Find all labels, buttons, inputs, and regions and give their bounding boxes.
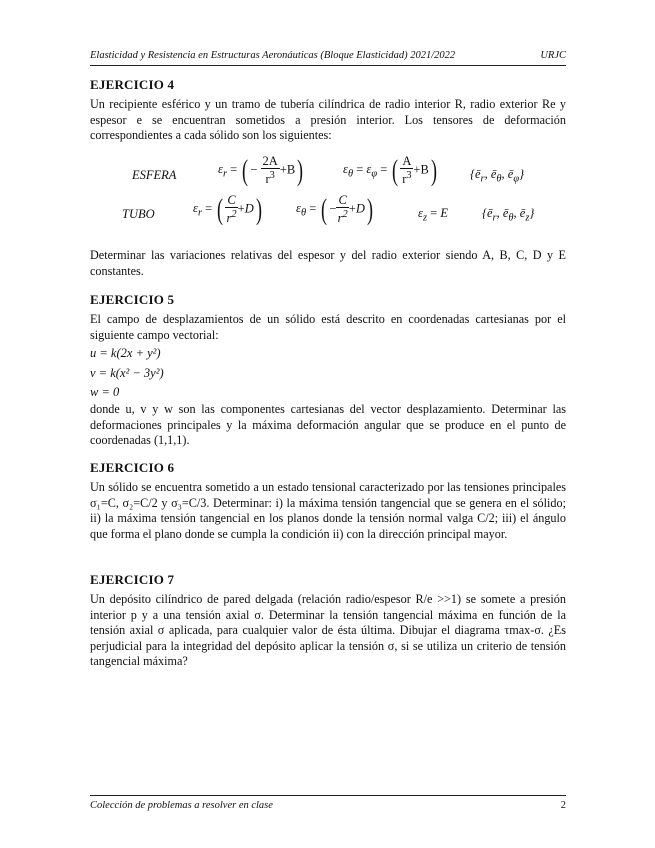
esfera-eps-theta-phi: $\varepsilon_\theta = \varepsilon_\varphi$ = ( $\frac{A}{r^3}$ +B): [343, 153, 437, 187]
equation-v: v = k(x² − 3y²): [90, 366, 164, 380]
exercise-5-conclusion: donde u, v y w son las componentes cartesianas del vector desplazamiento. Determinar las deformaciones principales y la máxima deformación angular que se produce en el punto de coordenadas (1,1,1).: [90, 402, 566, 448]
footer-text: Colección de problemas a resolver en clase: [90, 800, 273, 811]
esfera-label: ESFERA: [132, 168, 177, 182]
tubo-basis: {$ē_r$, $ē_\theta$, $ē_z$}: [482, 206, 535, 224]
esfera-basis: {$ē_r$, $ē_\theta$, $ē_\varphi$}: [470, 167, 525, 185]
page-footer: [90, 800, 566, 811]
header-org: URJC: [540, 50, 566, 61]
equation-w: w = 0: [90, 385, 120, 399]
exercise-5-heading: EJERCICIO 5: [90, 292, 175, 307]
tubo-eps-r: $\varepsilon_r$ = ( $\frac{C}{r^2}$ +D): [193, 192, 262, 226]
exercise-4-heading: EJERCICIO 4: [90, 77, 175, 92]
exercise-7-text: Un depósito cilíndrico de pared delgada (relación radio/espesor R/e >>1) se somete a presión interior p y a una tensión axial σ. Determinar la tensión tangencial máxima en función de la tensión axial σ aplicada, para cualquier valor de ésta última. Dibujar el diagrama τmax-σ. ¿Es perjudicial para la integridad del depósito aplicar la tensión σ, si se utiliza un criterio de tensión tangencial máxima?: [90, 592, 566, 669]
tubo-label: TUBO: [122, 207, 155, 221]
header-title: Elasticidad y Resistencia en Estructuras Aeronáuticas (Bloque Elasticidad) 2021/2022: [90, 50, 456, 61]
tubo-eps-theta: $\varepsilon_\theta$ = ( − $\frac{C}{r^2}$ +D): [296, 192, 373, 226]
exercise-6-heading: EJERCICIO 6: [90, 460, 175, 475]
exercise-4-conclusion: Determinar las variaciones relativas del espesor y del radio exterior siendo A, B, C, D y E constantes.: [90, 248, 566, 278]
exercise-4-intro: Un recipiente esférico y un tramo de tubería cilíndrica de radio interior R, radio exterior Re y espesor e se encuentran sometidos a presión interior. Los tensores de deformación correspondientes a cada sólido son los siguientes:: [90, 97, 566, 143]
page-number: 2: [560, 800, 566, 811]
exercise-7-heading: EJERCICIO 7: [90, 572, 175, 587]
exercise-5-intro: El campo de desplazamientos de un sólido está descrito en coordenadas cartesianas por el siguiente campo vectorial:: [90, 312, 566, 342]
esfera-eps-r: $\varepsilon_r$ = ( − $\frac{2A}{r^3}$ +B): [218, 153, 304, 187]
equation-u: u = k(2x + y²): [90, 346, 161, 360]
page-header: [90, 50, 566, 61]
tubo-eps-z: $\varepsilon_z = E$: [418, 206, 448, 224]
footer-rule: [90, 795, 566, 796]
header-rule: [90, 65, 566, 66]
exercise-6-text: Un sólido se encuentra sometido a un estado tensional caracterizado por las tensiones principales σ₁=C, σ₂=C/2 y σ₃=C/3. Determinar: i) la máxima tensión tangencial que se genera en el sólido; ii) la máxima tensión tangencial en los planos donde la tensión normal valga C/2; iii) el ángulo que forma el plano donde se cumpla la condición ii) con la dirección principal mayor.: [90, 480, 566, 541]
